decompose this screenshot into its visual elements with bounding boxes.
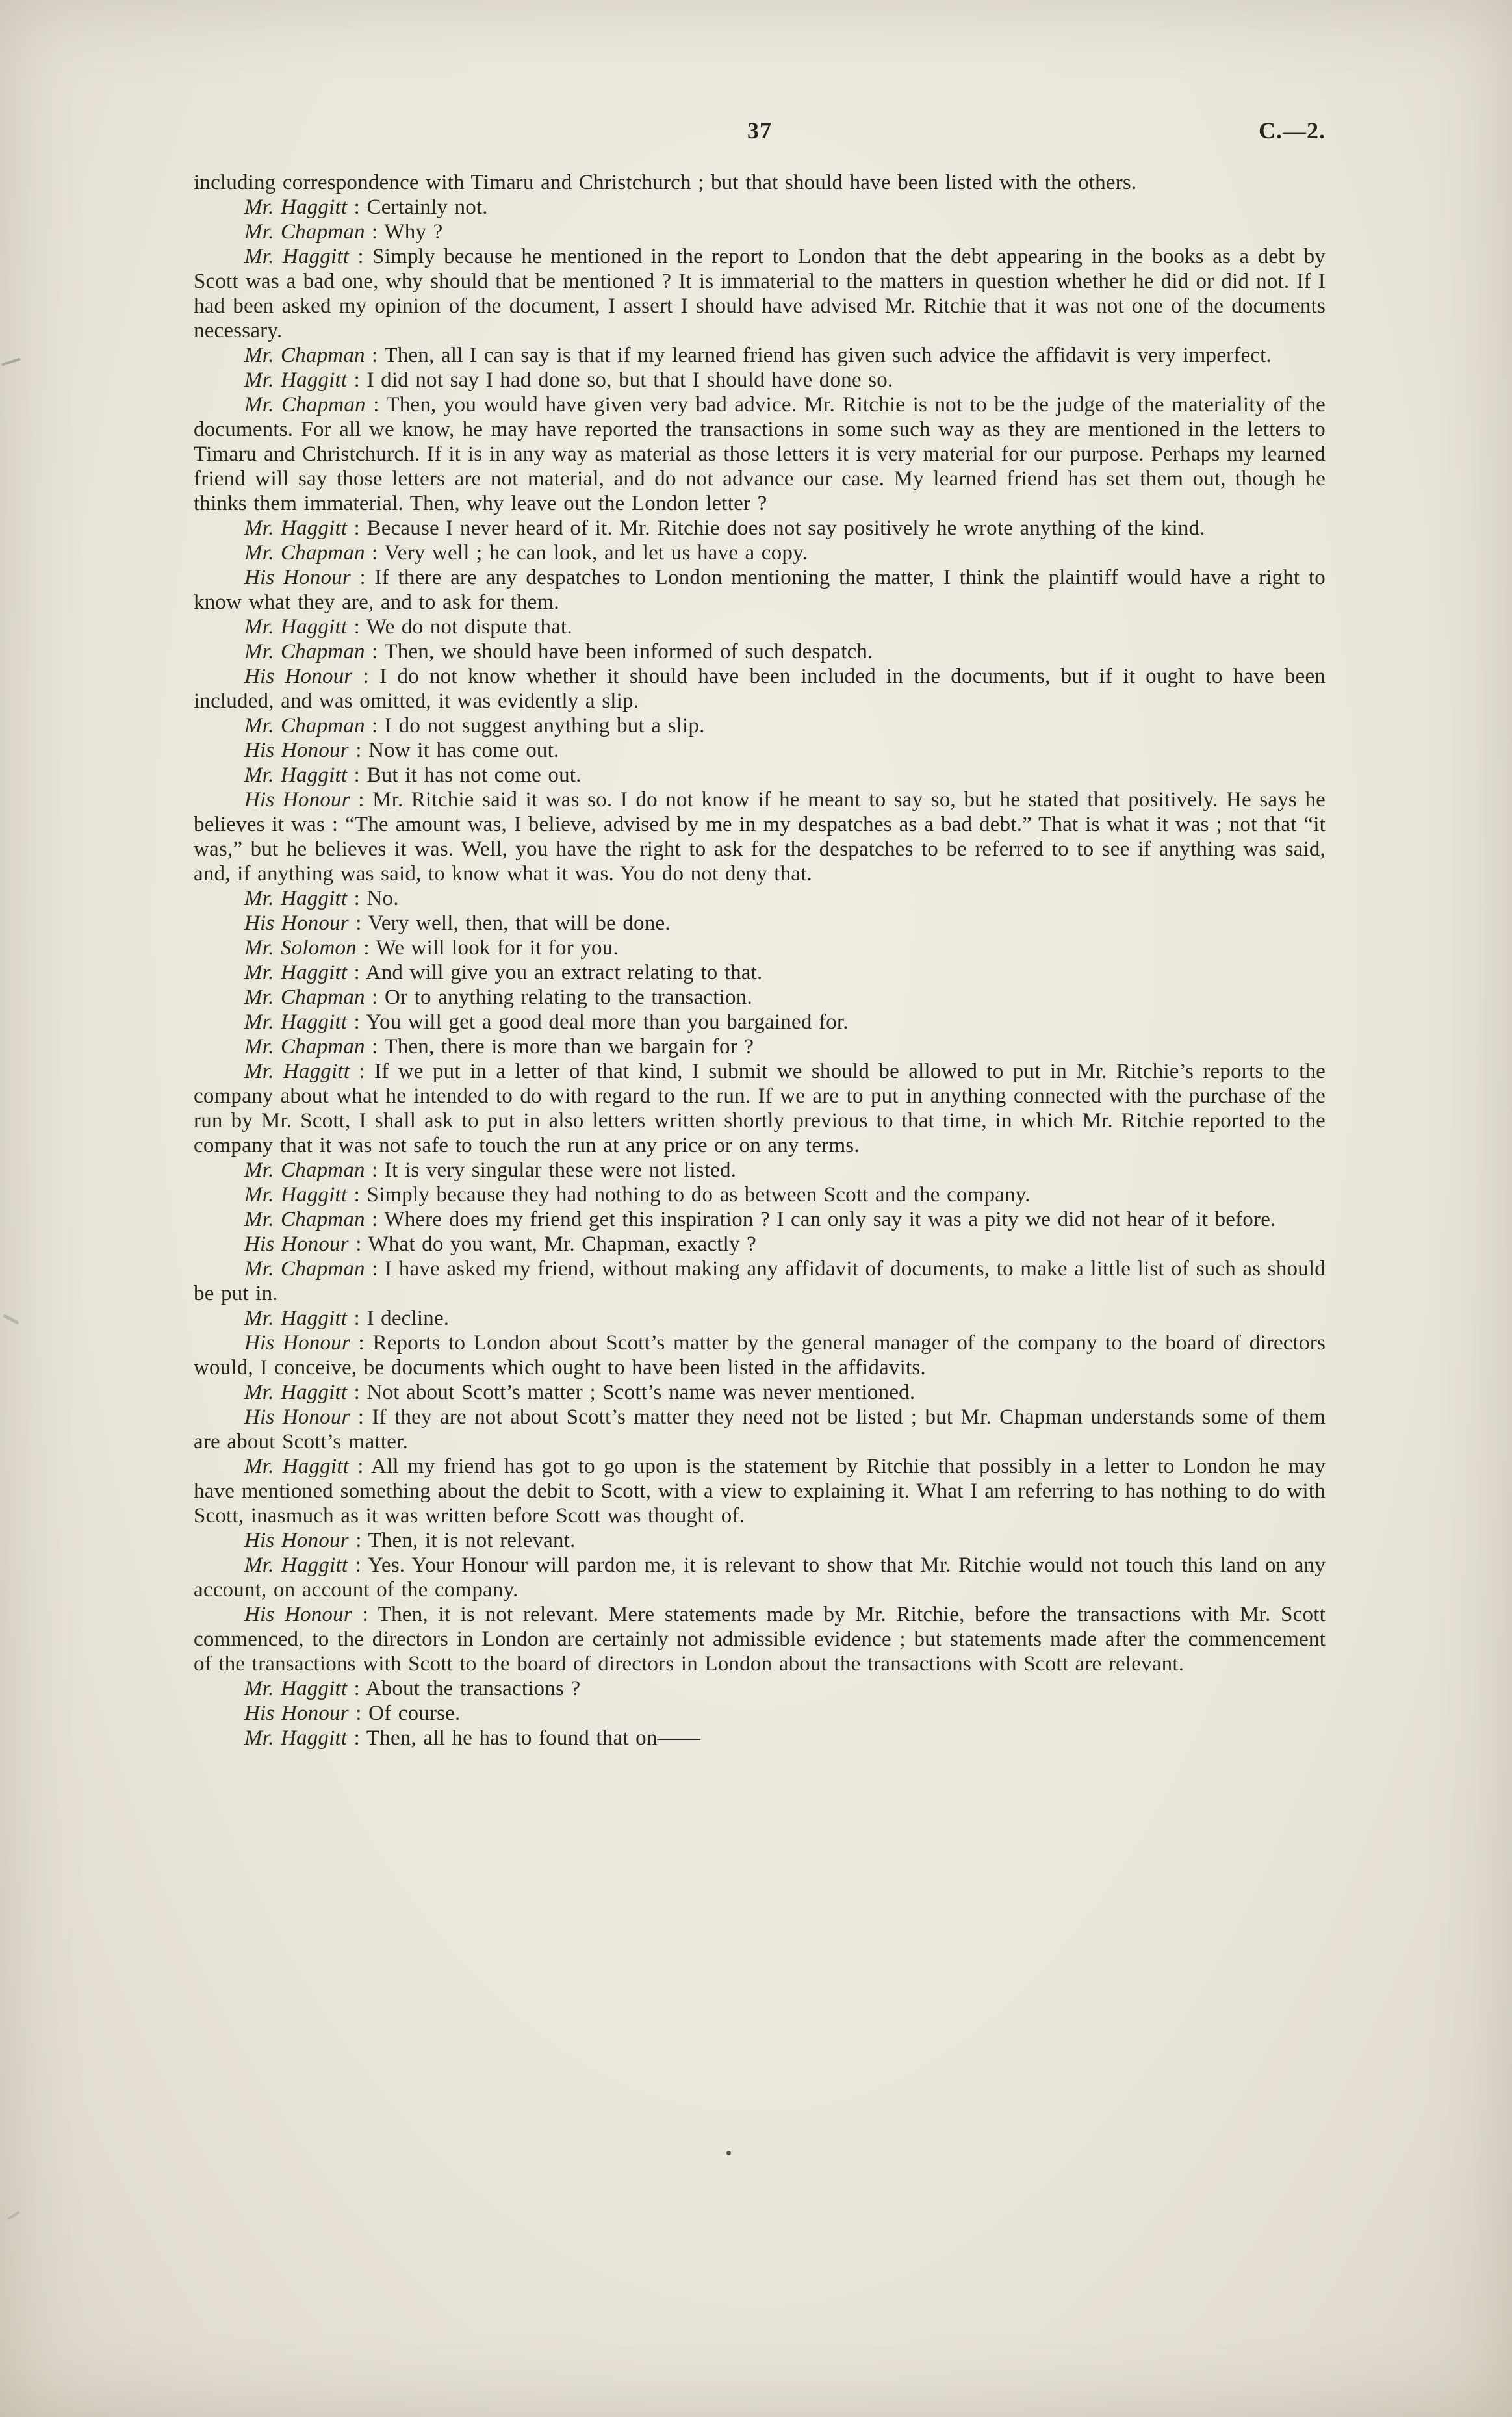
dialogue-paragraph: His Honour : Mr. Ritchie said it was so. I do not know if he meant to say so, but he stated that positively. He says he believes it was : “The amount was, I believe, advised by me in my despatches as a bad debt.” That is what it was ; not that “it was,” but he believes it was. Well, you have the right to ask for the despatches to be referred to to see if anything was said, and, if anything was said, to know what it was. You do not deny that. xyxy=(194,788,1326,886)
dialogue-paragraph: Mr. Chapman : Where does my friend get this inspiration ? I can only say it was a pity we did not hear of it before. xyxy=(244,1208,1276,1231)
dialogue-paragraph: Mr. Haggitt : You will get a good deal more than you bargained for. xyxy=(244,1010,849,1034)
speaker-name: Mr. Haggitt xyxy=(244,517,348,540)
speaker-name: Mr. Haggitt xyxy=(244,615,348,639)
dialogue-paragraph: His Honour : Very well, then, that will be done. xyxy=(244,912,671,935)
speaker-name: Mr. Chapman xyxy=(244,640,365,663)
pencil-mark xyxy=(7,2210,21,2220)
speaker-name: His Honour xyxy=(244,1702,349,1725)
dialogue-paragraph: Mr. Haggitt : All my friend has got to go upon is the statement by Ritchie that possibly in a letter to London he may have mentioned something about the debit to Scott, with a view to explaining it. What I am referring to has nothing to do with Scott, inasmuch as it was written before Scott was thought of. xyxy=(194,1455,1326,1528)
speaker-name: Mr. Haggitt xyxy=(244,1726,348,1750)
dialogue-paragraph: His Honour : Of course. xyxy=(244,1702,461,1725)
dialogue-paragraph: Mr. Chapman : Very well ; he can look, and let us have a copy. xyxy=(244,541,808,565)
speaker-name: Mr. Haggitt xyxy=(244,1183,348,1207)
dialogue-paragraph: His Honour : Then, it is not relevant. xyxy=(244,1529,576,1552)
dialogue-paragraph: His Honour : What do you want, Mr. Chapman, exactly ? xyxy=(244,1233,756,1256)
speaker-name: Mr. Haggitt xyxy=(244,196,348,219)
dialogue-paragraph: Mr. Haggitt : Not about Scott’s matter ; Scott’s name was never mentioned. xyxy=(244,1381,916,1404)
speaker-name: Mr. Chapman xyxy=(244,393,366,416)
dialogue-paragraph: Mr. Chapman : Or to anything relating to the transaction. xyxy=(244,986,752,1009)
dialogue-paragraph: Mr. Haggitt : No. xyxy=(244,887,399,910)
speaker-name: Mr. Chapman xyxy=(244,1158,365,1182)
speaker-name: His Honour xyxy=(244,1405,350,1429)
dialogue-paragraph: Mr. Haggitt : I decline. xyxy=(244,1307,450,1330)
speaker-name: Mr. Haggitt xyxy=(244,1010,348,1034)
speaker-name: Mr. Haggitt xyxy=(244,887,348,910)
speaker-name: Mr. Haggitt xyxy=(244,1554,348,1577)
ink-speck xyxy=(726,2151,731,2155)
speaker-name: His Honour xyxy=(244,1529,349,1552)
speaker-name: His Honour xyxy=(244,566,351,589)
speaker-name: His Honour xyxy=(244,1331,350,1355)
speaker-name: Mr. Haggitt xyxy=(244,245,350,268)
speaker-name: Mr. Haggitt xyxy=(244,1381,348,1404)
speaker-name: Mr. Chapman xyxy=(244,1257,365,1281)
speaker-name: Mr. Haggitt xyxy=(244,1060,350,1083)
speaker-name: Mr. Chapman xyxy=(244,986,365,1009)
dialogue-paragraph: including correspondence with Timaru and Christchurch ; but that should have been listed with the others. xyxy=(194,171,1137,194)
dialogue-paragraph: Mr. Haggitt : Certainly not. xyxy=(244,196,488,219)
speaker-name: Mr. Chapman xyxy=(244,220,365,244)
dialogue-paragraph: Mr. Chapman : Then, we should have been informed of such despatch. xyxy=(244,640,873,663)
speaker-name: Mr. Chapman xyxy=(244,541,365,565)
dialogue-paragraph: His Honour : Reports to London about Scott’s matter by the general manager of the company to the board of directors would, I conceive, be documents which ought to have been listed in the affidavits. xyxy=(194,1331,1326,1379)
dialogue-paragraph: Mr. Haggitt : I did not say I had done so, but that I should have done so. xyxy=(244,368,893,392)
dialogue-paragraph: Mr. Haggitt : Yes. Your Honour will pardon me, it is relevant to show that Mr. Ritchie would not touch this land on any account, on account of the company. xyxy=(194,1554,1326,1602)
speaker-name: His Honour xyxy=(244,1233,349,1256)
speaker-name: His Honour xyxy=(244,1603,352,1626)
dialogue-paragraph: Mr. Chapman : It is very singular these were not listed. xyxy=(244,1158,737,1182)
page-number: 37 xyxy=(747,118,772,144)
dialogue-paragraph: Mr. Haggitt : Simply because they had nothing to do as between Scott and the company. xyxy=(244,1183,1031,1207)
speaker-name: Mr. Solomon xyxy=(244,936,357,960)
dialogue-paragraph: Mr. Solomon : We will look for it for you. xyxy=(244,936,619,960)
dialogue-paragraph: Mr. Haggitt : About the transactions ? xyxy=(244,1677,581,1700)
speaker-name: His Honour xyxy=(244,912,349,935)
dialogue-paragraph: His Honour : Now it has come out. xyxy=(244,739,559,762)
dialogue-paragraph: Mr. Chapman : Then, you would have given very bad advice. Mr. Ritchie is not to be the judge of the materiality of the documents. For all we know, he may have reported the transactions in some such way as they are mentioned in the letters to Timaru and Christchurch. If it is in any way as material as those letters it is very material for our purpose. Perhaps my learned friend will say those letters are not material, and do not advance our case. My learned friend has set them out, though he thinks them immaterial. Then, why leave out the London letter ? xyxy=(194,393,1326,515)
dialogue-paragraph: Mr. Haggitt : Simply because he mentioned in the report to London that the debt appearing in the books as a debt by Scott was a bad one, why should that be mentioned ? It is immaterial to the matters in question whether he did or did not. If I had been asked my opinion of the document, I assert I should have advised Mr. Ritchie that it was not one of the documents necessary. xyxy=(194,245,1326,342)
dialogue-paragraph: Mr. Haggitt : Then, all he has to found that on—— xyxy=(244,1726,700,1750)
document-code: C.—2. xyxy=(1259,118,1326,144)
dialogue-paragraph: Mr. Chapman : Then, there is more than we bargain for ? xyxy=(244,1035,754,1058)
speaker-name: Mr. Haggitt xyxy=(244,961,348,984)
transcript-body xyxy=(194,170,1326,1750)
dialogue-paragraph: Mr. Haggitt : We do not dispute that. xyxy=(244,615,572,639)
speaker-name: Mr. Haggitt xyxy=(244,1455,349,1478)
dialogue-paragraph: Mr. Chapman : I do not suggest anything but a slip. xyxy=(244,714,705,737)
dialogue-paragraph: Mr. Haggitt : But it has not come out. xyxy=(244,763,582,787)
speaker-name: His Honour xyxy=(244,665,353,688)
speaker-name: Mr. Chapman xyxy=(244,1208,365,1231)
dialogue-paragraph: His Honour : I do not know whether it should have been included in the documents, but if it ought to have been included, and was omitted, it was evidently a slip. xyxy=(194,665,1326,713)
dialogue-paragraph: His Honour : If they are not about Scott’s matter they need not be listed ; but Mr. Chapman understands some of them are about Scott’s matter. xyxy=(194,1405,1326,1453)
page-header xyxy=(194,117,1326,147)
pencil-mark xyxy=(1,357,21,366)
dialogue-paragraph: Mr. Chapman : I have asked my friend, without making any affidavit of documents, to make a little list of such as should be put in. xyxy=(194,1257,1326,1305)
dialogue-paragraph: Mr. Haggitt : And will give you an extract relating to that. xyxy=(244,961,763,984)
dialogue-paragraph: Mr. Haggitt : If we put in a letter of that kind, I submit we should be allowed to put in Mr. Ritchie’s reports to the company about what he intended to do with regard to the run. If we are to put in anything connected with the purchase of the run by Mr. Scott, I shall ask to put in also letters written shortly previous to that time, in which Mr. Ritchie reported to the company that it was not safe to touch the run at any price or on any terms. xyxy=(194,1060,1326,1157)
speaker-name: Mr. Haggitt xyxy=(244,763,348,787)
dialogue-paragraph: Mr. Haggitt : Because I never heard of it. Mr. Ritchie does not say positively he wrote anything of the kind. xyxy=(244,517,1205,540)
speaker-name: Mr. Haggitt xyxy=(244,1677,348,1700)
speaker-name: Mr. Haggitt xyxy=(244,1307,348,1330)
pencil-mark xyxy=(3,1314,19,1325)
speaker-name: Mr. Chapman xyxy=(244,1035,365,1058)
speaker-name: Mr. Haggitt xyxy=(244,368,348,392)
speaker-name: Mr. Chapman xyxy=(244,714,365,737)
speaker-name: His Honour xyxy=(244,739,349,762)
dialogue-paragraph: His Honour : If there are any despatches to London mentioning the matter, I think the plaintiff would have a right to know what they are, and to ask for them. xyxy=(194,566,1326,614)
dialogue-paragraph: Mr. Chapman : Then, all I can say is that if my learned friend has given such advice the affidavit is very imperfect. xyxy=(244,344,1272,367)
dialogue-paragraph: Mr. Chapman : Why ? xyxy=(244,220,443,244)
speaker-name: His Honour xyxy=(244,788,350,812)
speaker-name: Mr. Chapman xyxy=(244,344,365,367)
dialogue-paragraph: His Honour : Then, it is not relevant. Mere statements made by Mr. Ritchie, before the transactions with Mr. Scott commenced, to the directors in London are certainly not admissible evidence ; but statements made after the commencement of the transactions with Scott to the board of directors in London about the transactions with Scott are relevant. xyxy=(194,1603,1326,1676)
